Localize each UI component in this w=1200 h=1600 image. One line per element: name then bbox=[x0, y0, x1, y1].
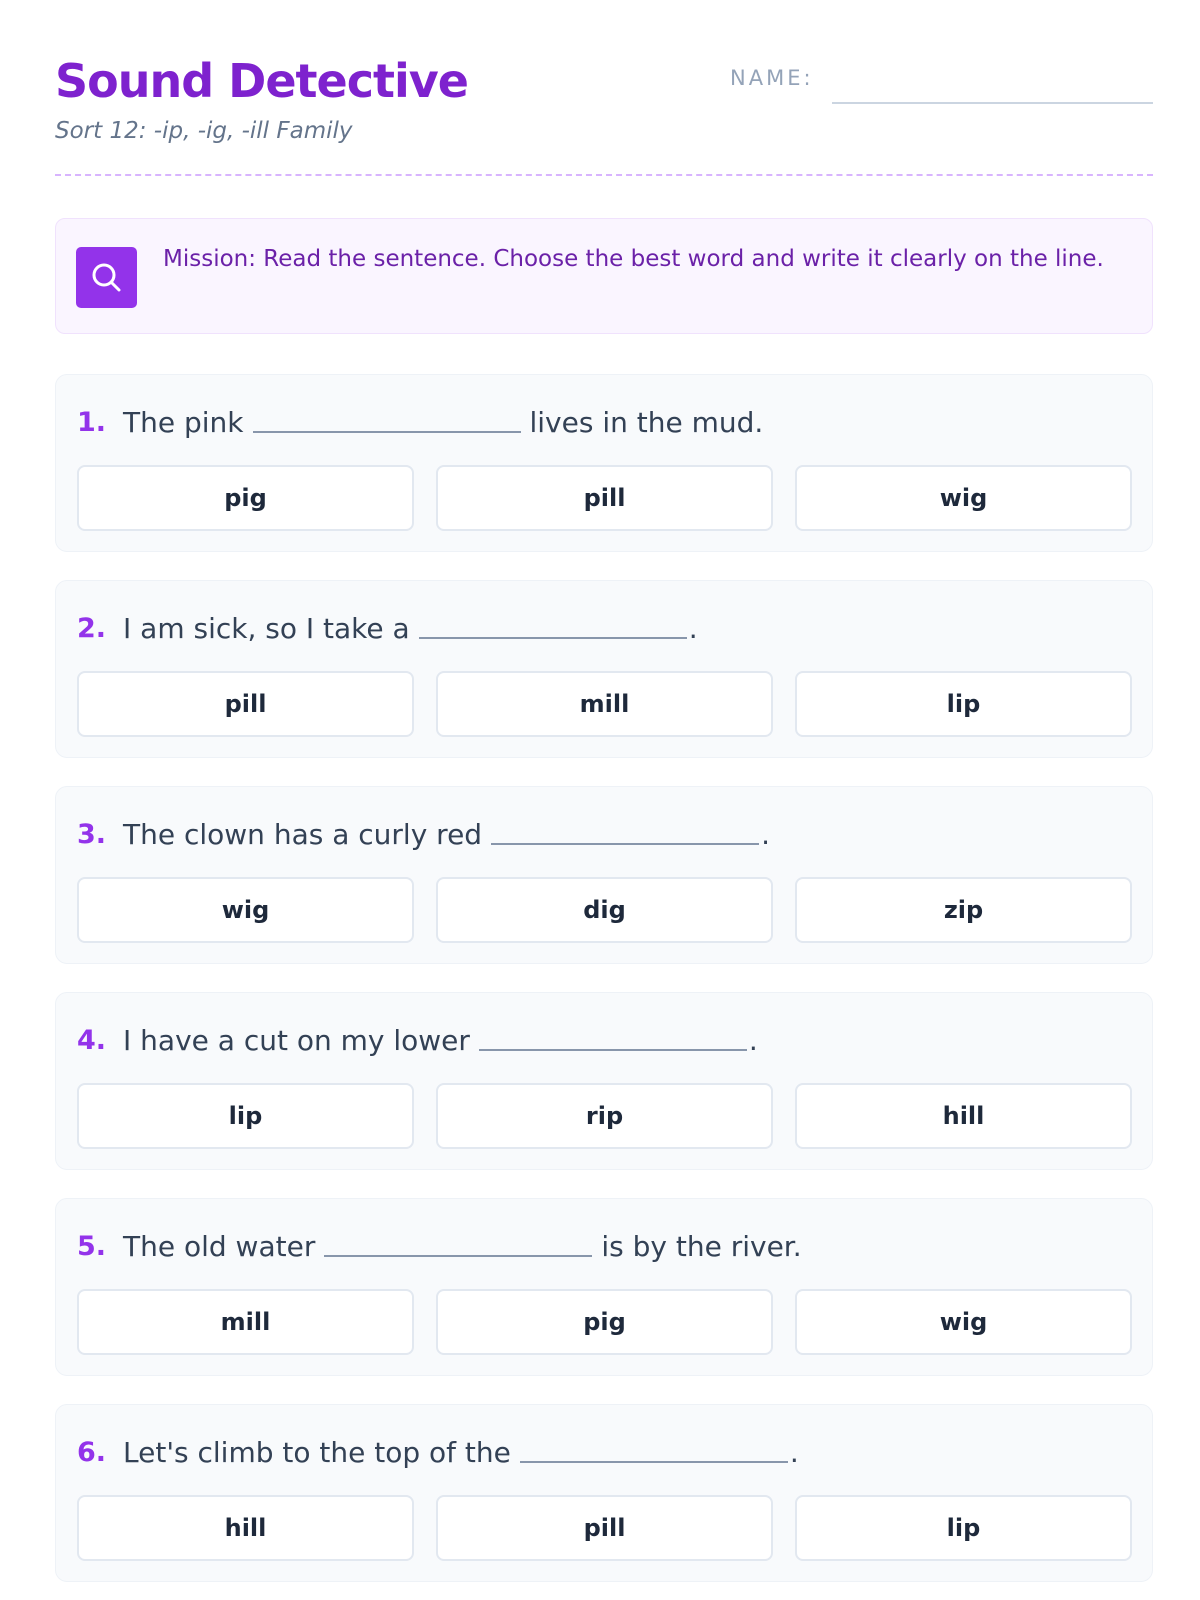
mission-box bbox=[55, 218, 1153, 334]
word-choice-button[interactable]: pig bbox=[436, 1289, 773, 1355]
word-choices bbox=[77, 877, 1133, 943]
word-choices bbox=[77, 671, 1133, 737]
question-number: 1. bbox=[77, 407, 107, 438]
word-choice-button[interactable]: hill bbox=[77, 1495, 414, 1561]
word-choices bbox=[77, 465, 1133, 531]
question-sentence bbox=[77, 1021, 758, 1061]
question-card bbox=[55, 580, 1153, 758]
question-card bbox=[55, 374, 1153, 552]
answer-blank[interactable] bbox=[253, 403, 521, 433]
question-number: 4. bbox=[77, 1025, 107, 1056]
sentence-start: I am sick, so I take a bbox=[123, 612, 410, 645]
sentence-end: . bbox=[761, 818, 770, 851]
word-choice-button[interactable]: wig bbox=[77, 877, 414, 943]
question-sentence bbox=[77, 609, 698, 649]
word-choice-button[interactable]: rip bbox=[436, 1083, 773, 1149]
word-choice-button[interactable]: lip bbox=[77, 1083, 414, 1149]
answer-blank[interactable] bbox=[324, 1227, 592, 1257]
sentence-start: I have a cut on my lower bbox=[123, 1024, 470, 1057]
worksheet-page bbox=[55, 0, 1153, 1542]
sentence-end: . bbox=[789, 1436, 799, 1469]
answer-blank[interactable] bbox=[419, 609, 687, 639]
sentence-end: . bbox=[688, 612, 698, 645]
word-choices bbox=[77, 1495, 1133, 1561]
word-choice-button[interactable]: wig bbox=[795, 465, 1132, 531]
word-choice-button[interactable]: pill bbox=[77, 671, 414, 737]
sentence-end: is by the river. bbox=[601, 1230, 802, 1263]
word-choice-button[interactable]: mill bbox=[436, 671, 773, 737]
word-choice-button[interactable]: lip bbox=[795, 671, 1132, 737]
header-divider bbox=[55, 174, 1153, 176]
answer-blank[interactable] bbox=[520, 1433, 788, 1463]
page-subtitle: Sort 12: -ip, -ig, -ill Family bbox=[55, 118, 353, 144]
question-number: 3. bbox=[77, 819, 107, 850]
question-sentence bbox=[77, 1433, 799, 1473]
word-choices bbox=[77, 1083, 1133, 1149]
answer-blank[interactable] bbox=[491, 815, 759, 845]
answer-blank[interactable] bbox=[479, 1021, 747, 1051]
word-choice-button[interactable]: wig bbox=[795, 1289, 1132, 1355]
sentence-start: Let's climb to the top of the bbox=[123, 1436, 511, 1469]
question-card bbox=[55, 1404, 1153, 1582]
name-field[interactable] bbox=[832, 102, 1153, 104]
question-sentence bbox=[77, 1227, 802, 1267]
word-choice-button[interactable]: pill bbox=[436, 1495, 773, 1561]
question-number: 5. bbox=[77, 1231, 107, 1262]
question-number: 6. bbox=[77, 1437, 107, 1468]
word-choice-button[interactable]: hill bbox=[795, 1083, 1132, 1149]
question-card bbox=[55, 992, 1153, 1170]
search-icon bbox=[76, 247, 137, 308]
name-label: NAME: bbox=[730, 66, 814, 90]
worksheet-header bbox=[55, 0, 1153, 180]
question-card bbox=[55, 1198, 1153, 1376]
sentence-start: The clown has a curly red bbox=[123, 818, 483, 851]
question-number: 2. bbox=[77, 613, 107, 644]
question-sentence bbox=[77, 815, 770, 855]
sentence-end: . bbox=[748, 1024, 758, 1057]
sentence-start: The pink bbox=[123, 406, 244, 439]
page-title: Sound Detective bbox=[55, 54, 468, 108]
word-choices bbox=[77, 1289, 1133, 1355]
mission-instructions: Mission: Read the sentence. Choose the best word and write it clearly on the line. bbox=[163, 246, 1104, 272]
word-choice-button[interactable]: mill bbox=[77, 1289, 414, 1355]
sentence-start: The old water bbox=[123, 1230, 316, 1263]
word-choice-button[interactable]: pill bbox=[436, 465, 773, 531]
question-sentence bbox=[77, 403, 763, 443]
question-card bbox=[55, 786, 1153, 964]
word-choice-button[interactable]: pig bbox=[77, 465, 414, 531]
sentence-end: lives in the mud. bbox=[529, 406, 764, 439]
word-choice-button[interactable]: dig bbox=[436, 877, 773, 943]
word-choice-button[interactable]: zip bbox=[795, 877, 1132, 943]
word-choice-button[interactable]: lip bbox=[795, 1495, 1132, 1561]
